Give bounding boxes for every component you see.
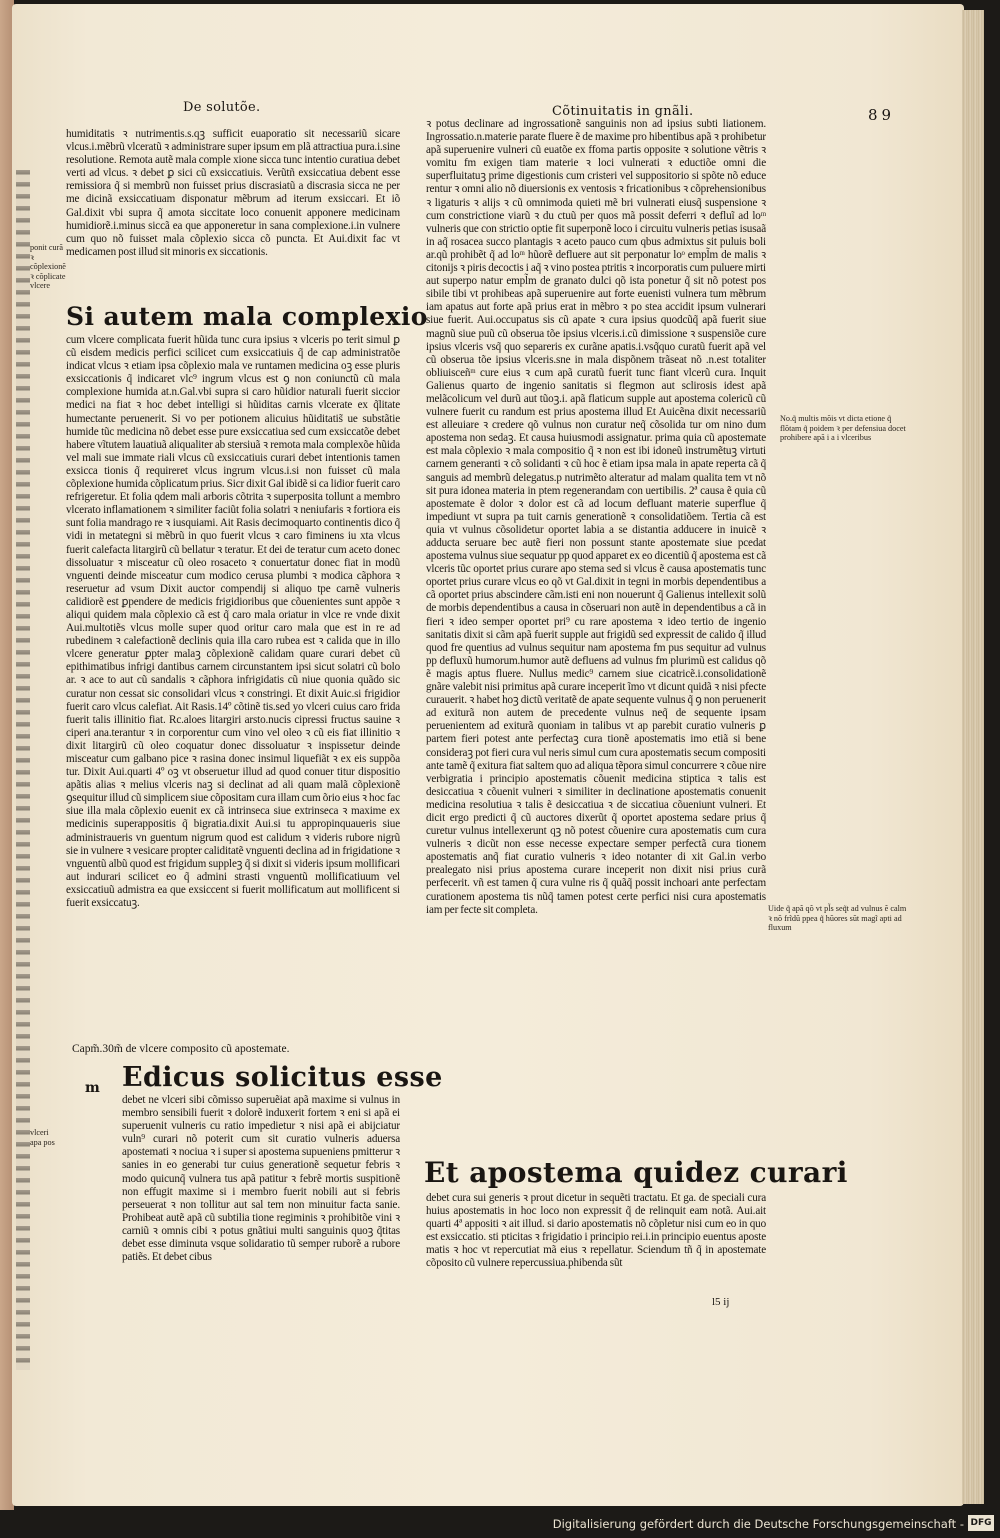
left-heading-1: Si autem mala complexio: [66, 302, 428, 331]
left-heading-2: Edicus solicitus esse: [122, 1062, 443, 1093]
left-paragraph-2: cum vlcere complicata fuerit hũida tunc cura ipsius ꝛ vlceris po terit simul ꝑ cũ eisdem medicis perfici scilicet cum exsiccatiuis q̃ de cap administratõe indicat vlcus ꝛ etiam ipsa cõplexio mala ve runtamen medicina oꝫ esse pluris exsiccationis q̃ indicaret vlc⁹ ingrum vlcus est ꝯ non coniunctũ cũ mala complexione humida at.n.Gal.vbi supra si caro hũidior naturali fuerit siccior medici na fiat ꝛ hoc debet intelligi si hũiditas carnis vlcerate ex q̃litate humectante peruenerit. Si vo per potionem alicuius hũiditatis̃ ue substãtie humide tũc medicina nõ debet esse pure exsiccatiua sed cum exsiccatõe debet habere vĩtutem lauatiuã aliqualiter ab stersiuã ꝛ remota mala complexõe hũida vel mali sue immate riali vlcus cũ exsiccatiuis curari debet intentionis tamen exsicca tionis q̃ requireret vlcus ingrum vlcus.i.si non fuisset cũ mala cõplexione humida cõplicatum prius. Sicr dixit Gal ibidẽ si ca lidior fuerit caro refrigeretur. Et folia qdem mali arboris cõtrita ꝛ superposita tollunt a membro vlcerato inflamationem ꝛ similiter faciũt folia solatri ꝛ neniufaris ꝛ fortiora eis sunt folia mandrago re ꝛ iusquiami. Ait Rasis decimoquarto continentis dico q̃ vidi in metategni si mẽbrũ in quo fuerit vlcus ꝛ caro fiminens iu xta vlcus fuerit calefacta litargirũ cũ bellatur ꝛ teratur. Et dei de teratur cum aceto donec dissoluatur ꝛ misceatur cũ oleo rosaceto ꝛ conuertatur donec fiat in modũ vnguenti deinde misceatur cum modico cerusa plumbi ꝛ modica cãphora ꝛ reseruetur ad vsum Dixit auctor compendij si aliquo tpe carnẽ vulneris calidiorẽ est ꝑpendere de medicis frigidioribus que cõuenientes sunt appõe ꝛ aliqui quidem mala cõplexio cã est q̃ caro mala oriatur in vlce re vnde dixit Aui.multotiẽs vlcus molle super quod oritur caro mala que est in re ad rubedinem ꝛ calefactionẽ declinis quia illa caro rubea est ꝛ calida que in illo vlcere generatur ꝑpter malaꝫ cõplexionẽ calidam quare curari debet cũ epithimatibus infrigi dantibus carnem circunstantem ipsi sicut solatri cũ bolo ar. ꝛ ace to aut cũ sandalis ꝛ cãphora infrigidatis cũ niue quonia quãdo sic curatur non cessat sic consolidari vlcus ꝛ constringi. Et dixit Auic.si frigidior fuerit caro vlcus calefiat. Ait Rasis.14º cõtinẽ tis.sed yo vlceri cuius caro frida fuerit talis illinitio fiat. Rc.aloes litargiri arsto.nucis cipressi fructus sauine ꝛ ciperi ana.terantur ꝛ in corporentur cum vino vel oleo ꝛ cũ eis fiat illinitio ꝛ dixit litargirũ cũ oleo coquatur donec dissoluatur ꝛ inspissetur deinde misceatur cum galbano pice ꝛ rasina donec insimul liquefiãt ꝛ ex eis suppõa tur. Dixit Aui.quarti 4º oꝫ vt obseruetur illud ad quod conuer titur dispositio apãtis alias ꝛ melius vlceris naꝫ si declinat ad ali quam malã cõplexionẽ ꝯsequitur illud cũ simplicem siue cõpositam cura illam cum õrio eius ꝛ hoc fac siue illa mala cõplexio euenit ex cã intrinseca siue extrinseca ꝛ maxime ex medicinis superappositis q̃ bigratia.dixit Aui.si tu appropinquaueris siue administraueris vn guentum nigrum quod est calidum ꝛ videris rubore nigrũ sie in vulnere ꝛ vesicare propter caliditatẽ vnguenti declina ad in frigidatione ꝛ vnguentũ albũ quod est frigidum suppleꝫ q̃ si dixit si videris ipsum mollificari aut indurari scilicet eo q̃ admini strasti vnguentũ mollificatiuum vel exsiccatiuũ admistra ea que exsiccent si fuerit mollificatum aut mollificent si fuerit exsiccatuꝫ.: [66, 334, 400, 910]
previous-page-strip: [16, 170, 30, 1370]
left-paragraph-1: humiditatis ꝛ nutrimentis.s.qꝫ sufficit euaporatio sit necessariũ sicare vlcus.i.mẽbrũ vlceratũ ꝛ administrare super ipsum em plã attractiua pura.i.sine resolutione. Remota autẽ mala comple xione sicca tunc intentio curatiua debet verti ad vlcus. ꝛ debet ꝑ sici cũ exsiccatiuis. Verũtñ exsiccatiua debent esse remissiora q̃ si membrũ non fuisset prius discrasiatũ a discrasia sicca ne per me dicinã exsiccatiuam disponatur mẽbrum ad iterum exsiccari. Et iõ Gal.dixit vbi supra q̃ amota siccitate loco conuenit apponere medicinam humidiorẽ.i.minus siccã ea que apponeretur in sana complexione.i.in vulnere cum quo nõ fuisset mala cõplexio sicca cõ puncta. Et Aui.dixit fac vt medicamen post illud sit minoris ex siccationis.: [66, 128, 400, 258]
left-paragraph-3: debet ne vlceri sibi cõmisso superuẽiat apã maxime si vulnus in membro sensibili fuerit ꝛ dolorẽ induxerit fortem ꝛ eni si apã ei superuenit vulneris cu ratio impedietur ꝛ nisi apã ei abijciatur vuln⁹ curari nõ poterit cum sit curatio vulneris aduersa apostemati ꝛ nociua ꝛ i super si apostema supueniens pmitterur ꝛ sanies in eo generabi tur cuius generationẽ sequetur febris ꝛ modo quicunq̃ vulnera tus apã patitur ꝛ febrẽ mortis suspitionẽ non effugit maxime si i membro fuerit nobili aut si febris perseuerat ꝛ non tollitur aut sal tem non minuitur facta sanie. Prohibeat autẽ apã cũ subtilia tione regiminis ꝛ prohibitõe vini ꝛ carniũ ꝛ omnis cibi ꝛ potus gnãtiui multi sanguinis quoꝫ q̃titas debet esse diminuta vsque solidaratio tũ semper ruborẽ a rubore patiẽs. Et debet cibus: [122, 1094, 400, 1264]
right-paragraph-2: debet cura sui generis ꝛ prout dicetur in sequẽti tractatu. Et ga. de speciali cura huius apostematis in hoc loco non expressit q̃ de relinquit eam notã. Aui.ait quarti 4ª appositi ꝛ ait illud. si dario apostematis nõ cõpletur nisi cum eo in quo est exsiccatio. sti pticitas ꝛ frigidatio i principio rei.i.in principio euentus aposte matis ꝛ hoc vt repercutiat mã eius ꝛ repellatur. Sciendum tñ q̃ in apostemate cõposito cũ vulnere repercussiua.phibenda sũt: [426, 1192, 766, 1270]
chapter-title: Capm̃.30m̃ de vlcere composito cũ apostemate.: [72, 1043, 290, 1055]
footer-bar: [0, 1512, 1000, 1538]
signature-mark: l5 ij: [712, 1296, 730, 1308]
left-margin-note-1: ponit curã ꝛ cõplexionẽ ꝛ cõplicate vlcere: [30, 243, 66, 291]
dfg-logo: DFG: [968, 1515, 994, 1531]
right-paragraph-1: ꝛ potus declinare ad ingrossationẽ sanguinis non ad ipsius subti liationem. Ingrossatio.n.materie parate fluere ẽ de maxime pro hibentibus apã ꝛ prohibetur apã superuenire vulneri cũ euatõe ex ffoma partis opposite ꝛ solutione vẽtris ꝛ vomitu fm exigen tiam materie ꝛ loci vulnerati ꝛ eductiõe omni die superfluitatuꝫ prime digestionis cum cristeri vel suppositorio si spõte nõ educe rentur ꝛ omni alio nõ diuersionis ex ventosis ꝛ fricationibus ꝛ cõprehensionibus ꝛ ligaturis ꝛ alijs ꝛ cũ omnimoda quieti mẽ bri vulnerati eiusq̃ suspensione ꝛ cum constrictione viarũ ꝛ du ctuũ per quos mã possit deferri ꝛ defluĩ ad loᵐ vulneris que con strictio optie fit superponẽ loco i circuitu vulneris petias isusaã in aq̃ rosacea succo plantagis ꝛ aceto pauco cum qbus admixtus sit puluis boli ar.qũ prohibẽt q̃ ad loᵐ hũorẽ defluere aut sit perponatur loᵒ empl̃m de malis ꝛ citonijs ꝛ piris decoctis i aq̃ ꝛ vino postea ptritis ꝛ incorporatis cum puluere mirti aut superpo natur empl̃m de granato dulci qõ ista ponetur q̃ sit nõ potest pos sibile tibi vt prohibeas apã superuenire aut forte euenisti vulnera tum mẽbrum iam apatus aut forte apã prius erat in mẽbro ꝛ po stea accidit ipsum vulnerari siue fuerit. Aui.occupatus sis cũ apate ꝛ cura ipsius quodcũq̃ apã fuerit siue magnũ siue puũ cũ obserua tõe ipsius vlceris.i.cũ dimissione ꝛ suspensiõe cure ipsius vlceris vsq̃ quo separeris ex curãne apatis.i.vsq̃quo curatũ fuerit apã vel cũ obserua tõe ipsius vlceris.sne in mala dispõnem trãseat nõ .n.est totaliter obliuisceñᵐ cure eius ꝛ cum apã curatũ fuerit tunc fiant vlcerũ cura. Inquit Galienus quarto de ingenio sanitatis si flegmon aut sclirosis idest apã melãcolicum vel durũ aut tũoꝫ.i. apã flaticum supple aut apostema colericũ cũ vulnere fuerit cu randum est prius apostema illud Et Auicẽna dixit necessariũ est alleuiare ꝛ credere qõ vulnus non curatur neq̃ cõsolida tur om nino dum apostema non sedaꝫ. Et causa huiusmodi assignatur. prima quia cũ apostemate est mala cõplexio ꝛ mala compositio q̃ ꝛ non est ibi idoneũ instrumẽtuꝫ virtuti carnem generanti ꝛ cõ solidanti ꝛ cũ hoc ẽ etiam ipsa mala in apate reperta cã q̃ sanguis ad membrũ delegatus.p nutrimẽto alteratur ad malam qualita tem vt nõ sit pura idonea materia in ptem regenerandam con uertibilis. 2ª causa ẽ quia cũ apostemate ẽ dolor ꝛ dolor est cã ad locum defluant materie superflue q̃ impediunt vt supra pa tuit carnis generationẽ ꝛ consolidatiõem. Tertia cã est quia vt vulnus cõsolidetur oportet labia a se distantia adducere in inuicẽ ꝛ adducta seruare bec autẽ fieri non possunt stante apostemate siue pcedat apostema vulnus siue sequatur pp quod apparet ex eo dicentiũ q̃ apostema est cã vlceris tũc oportet prius curare apo stema sed si vlcus ẽ causa apostematis tunc oportet prius curare vlcus eo qõ vt Gal.dixit in tegni in morbis dependentibus a cã oportet prius abscindere cãm.isti eni non nouerunt q̃ Galienus intellexit solũ de morbis dependentibus a causa in cõseruari non autẽ in dependentibus a cã in fieri ꝛ ideo semper oportet pri⁹ cu rare apostema ꝛ ideo tertio de ingenio sanitatis dixit si cãm apã fuerit supple aut frigidũ sed expressit de calido q̃ illud quod fre quentius ad vulnus sequitur nam apostema fm pus sequitur ad vulnus pp defluxũ humorum.humor autẽ defluens ad vulnus fm plurimũ est calidus qõ ẽ magis aptus fluere. Nullus medic⁹ carnem siue cicatricẽ.i.consolidationẽ gnãre valebit nisi primitus apã curare inceperit ĩmo vt dicunt quidã ꝛ nisi pfecte curauerit. ꝛ habet hoꝫ dictũ veritatẽ de apate sequente vulnus q̃ ꝯ non peruenerit ad exiturã non autem de precedente vulnus neq̃ de sequente ipsam peruenientem ad exiturã quoniam in talibus vt ap parebit curatio vulneris ꝑ partem fieri potest ante perfectaꝫ cura tionẽ apostematis imo etiã si bene consideraꝫ pot fieri cura vul neris simul cum cura apostematis secum compositi ante tamẽ q̃ exitura fiat saltem quo ad aliqua tẽpora simul concurrere ꝛ cõue nire verbigratia i principio apostematis cõuenit medicina stiptica ꝛ talis est desiccatiua ꝛ cõuenit vulneri ꝛ similiter in declinatione apostematis conuenit medicina resolutiua ꝛ talis ẽ desiccatiua ꝛ de siccatiua cõueniunt vulneri. Et dicit ergo predicti q̃ cũ auctores dixerũt q̃ oportet apostema sedare prius q̃ curetur vulnus intellexerunt qꝫ nõ potest cõuenire cura apostematis cum cura vulneris ꝛ dicũt non esse necesse expectare semper perfectã cura tionem apostematis anq̃ fiat curatio vulneris ꝛ ideo notanter di xit Gal.in verbo prealegato nisi prius apostema curare inceperit non dixit nisi prius curã perfecerit. vñ est tamen q̃ cura vulne ris q̃ quãq̃ possit inchoari ante perfectam curationem apostema tis nũq̃ tamen potest certe perfici nisi cura apostematis iam per fecte sit completa.: [426, 118, 766, 916]
running-header-left: De solutõe.: [183, 100, 261, 115]
right-margin-note-2: Uide q̃ apã qõ vt pl̃s seq̃t ad vulnus ẽ calm ꝛ nõ frĩdũ ppea q̃ hũores sũt magĩ apti ad fluxum: [768, 904, 907, 933]
page-stack-edge: [962, 10, 984, 1504]
initial-letter-guide: m: [85, 1080, 100, 1096]
running-header-center: Cõtinuitatis in gnãli.: [552, 104, 694, 119]
digitization-credit: Digitalisierung gefördert durch die Deutsche Forschungsgemeinschaft -: [552, 1517, 964, 1531]
left-margin-note-2: vlceri apa pos: [30, 1128, 55, 1147]
right-margin-note-1: No.q̃ multis mõis vt dicta etione q̃ flõtam q̃ poidem ꝛ per defensiua docet prohibere apã i a i vlceribus: [780, 414, 906, 443]
right-heading: Et apostema quidez curari: [424, 1156, 848, 1189]
page-number: 89: [868, 106, 896, 124]
